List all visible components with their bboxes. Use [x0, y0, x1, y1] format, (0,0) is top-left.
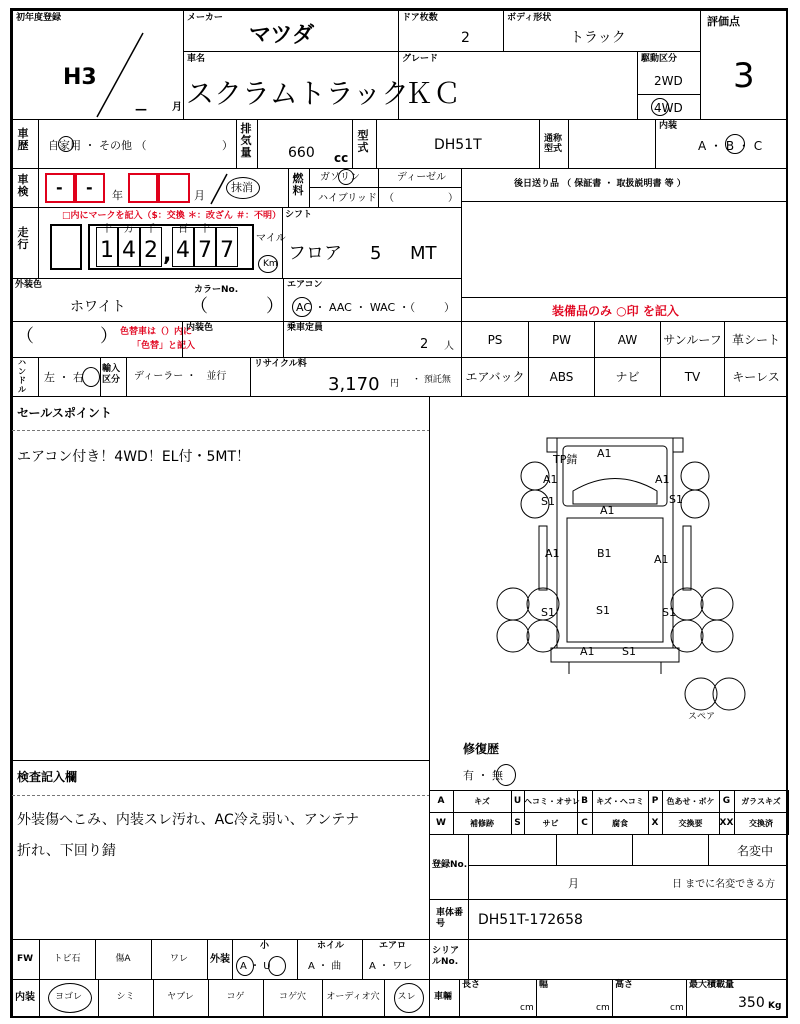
interior-item-label: ヤブレ — [167, 992, 194, 1002]
diagram-damage-label: A1 — [655, 473, 670, 486]
diagram-damage-label: A1 — [580, 645, 595, 658]
capacity-label: 乗車定員 — [287, 323, 324, 333]
small-value: A ・ U — [240, 961, 271, 972]
diagram-damage-label: A1 — [654, 553, 669, 566]
inspection-month-label: 月 — [194, 189, 205, 202]
wheel-label: ホイル — [317, 941, 345, 951]
fw-item-label: 傷A — [115, 954, 131, 964]
legend-desc: サビ — [542, 819, 559, 828]
registration-month: 月 — [568, 877, 579, 890]
registration-cell — [429, 834, 788, 900]
shift-mt: MT — [410, 243, 437, 264]
fw-label: FW — [17, 954, 34, 964]
body-cell — [503, 10, 701, 52]
inspection-dash-1: - — [56, 178, 63, 197]
common-model-label: 通称型式 — [544, 134, 563, 154]
legend-desc: キズ — [474, 797, 490, 806]
width-label: 幅 — [539, 980, 549, 990]
interior-item-label: コゲ穴 — [278, 992, 306, 1002]
equipment-item-label: TV — [684, 370, 701, 384]
import-label: 輸入区分 — [102, 364, 121, 385]
equipment-item-label: キーレス — [732, 370, 780, 384]
drive-4wd: 4WD — [654, 101, 683, 115]
color-no-open: （ — [190, 296, 208, 317]
length-unit: cm — [520, 1003, 534, 1013]
unit-juu: 十 — [200, 224, 210, 235]
exterior-small-label: 外装 — [210, 954, 230, 965]
fuel-hybrid-paren: （ — [384, 193, 394, 204]
diagram-damage-label: A1 — [543, 473, 558, 486]
handle-label: ハンドル — [18, 358, 26, 394]
diagram-damage-label: S1 — [541, 495, 555, 508]
spare-label: スペア — [688, 712, 716, 722]
interior-item-label: オーディオ穴 — [326, 992, 380, 1002]
wheel-value: A ・ 曲 — [308, 961, 342, 972]
repair-history-value: 有 ・ 無 — [463, 769, 503, 782]
diagram-damage-label: TP錆 — [553, 453, 578, 466]
mileage-comma: , — [163, 242, 172, 267]
fuel-label: 燃料 — [292, 172, 304, 197]
fw-item-label: トビ石 — [53, 954, 81, 964]
diagram-damage-label: S1 — [541, 606, 555, 619]
mileage-digit: 1 — [96, 227, 118, 267]
fuel-gasoline: ガソリン — [320, 172, 360, 183]
unit-man: 万 — [124, 224, 134, 235]
max-load-unit: Kg — [768, 1001, 782, 1011]
interior-grade-value: A ・ B ・ C — [698, 139, 763, 153]
fuel-hybrid-close: ） — [448, 193, 458, 204]
small-a-circle — [236, 956, 254, 976]
diagram-damage-label: S1 — [662, 606, 676, 619]
doors-cell — [398, 10, 504, 52]
equipment-item-label: ナビ — [615, 370, 640, 384]
aero-value: A ・ ワレ — [369, 961, 413, 972]
recycle-deposit: ・ 預託無 — [412, 375, 451, 385]
repair-history-none-circle — [496, 764, 516, 786]
width-unit: cm — [596, 1003, 610, 1013]
legend-desc: 交換済 — [749, 819, 773, 828]
legend-code: W — [436, 818, 446, 828]
score-cell — [700, 10, 788, 120]
inspection-month-box-1 — [128, 173, 158, 203]
legend-code: B — [581, 796, 588, 806]
inspection-notes-label: 検査記入欄 — [17, 770, 78, 784]
mileage-digit: 7 — [216, 227, 238, 267]
private-use-circle — [58, 136, 74, 152]
fuel-hybrid: ハイブリッド — [318, 193, 377, 204]
legend-code: S — [514, 818, 521, 828]
score-label: 評価点 — [707, 15, 740, 28]
mileage-label: 走行 — [17, 226, 29, 251]
name-change-label: 名変中 — [737, 844, 774, 858]
shift-number: 5 — [370, 243, 382, 264]
shift-label: シフト — [285, 210, 313, 220]
mileage-mile: マイル — [256, 233, 286, 244]
unit-10man: 十 — [102, 224, 112, 235]
inspection-expired-circle — [226, 177, 260, 199]
exterior-color-value: ホワイト — [70, 299, 126, 315]
diagram-damage-label: B1 — [597, 547, 612, 560]
equipment-item-label: エアバック — [465, 370, 525, 384]
color-no-label: カラーNo. — [194, 285, 239, 295]
diagram-damage-label: S1 — [622, 645, 636, 658]
recycle-value: 3,170 — [328, 374, 380, 395]
legend-desc: ガラスキズ — [741, 797, 781, 806]
color-no-close: ） — [266, 296, 284, 317]
model-label: 型式 — [357, 129, 369, 154]
legend-desc: 交換要 — [678, 819, 703, 828]
first-registration-label: 初年度登録 — [16, 13, 62, 23]
legend-code: X — [651, 818, 659, 828]
fuel-gasoline-circle — [338, 169, 354, 185]
color-change-note-2: 「色替」と記入 — [132, 341, 196, 351]
drive-4wd-circle — [651, 98, 669, 116]
legend-code: A — [437, 796, 445, 806]
history-close: ） — [222, 139, 233, 152]
auction-sheet — [10, 8, 788, 1018]
doors-value: 2 — [461, 30, 470, 46]
sales-point-text: エアコン付き！4WD！EL付・5MT！ — [17, 449, 251, 465]
diagram-damage-label: A1 — [597, 447, 612, 460]
interior-grade-label: 内装 — [659, 121, 678, 131]
legend-code: G — [722, 796, 731, 806]
mileage-km: Km — [263, 259, 278, 269]
height-label: 高さ — [615, 980, 634, 990]
mileage-digit: 2 — [140, 227, 162, 267]
first-registration-month-dash: — — [135, 102, 147, 116]
sales-point-label: セールスポイント — [17, 406, 112, 420]
equipment-item-label: 革シート — [731, 332, 780, 347]
interior-item-label: スレ — [397, 992, 416, 1002]
legend-code: C — [581, 818, 588, 828]
diagram-damage-label: A1 — [600, 504, 615, 517]
registration-label: 登録No. — [432, 860, 468, 870]
interior-item-label: シミ — [116, 992, 135, 1002]
mileage-mark-box — [50, 224, 82, 270]
drive-2wd: 2WD — [654, 74, 683, 88]
maker-label: メーカー — [187, 13, 223, 23]
grade-value: ＫＣ — [405, 77, 462, 110]
diagram-damage-label: S1 — [596, 604, 610, 617]
unit-ichi: 一 — [222, 224, 232, 235]
unit-sen: 千 — [146, 224, 156, 235]
registration-day-text: 日 までに名変できる方 — [672, 879, 776, 890]
body-value: トラック — [570, 30, 626, 46]
chassis-label: 車体番号 — [436, 908, 464, 929]
equipment-item-label: PW — [551, 332, 572, 347]
legend-desc: 腐食 — [612, 819, 628, 828]
fw-item-label: ワレ — [169, 954, 188, 964]
ac-close: ） — [444, 301, 455, 314]
mileage-digit: 7 — [194, 227, 216, 267]
legend-desc: ヘコミ・オサレ — [524, 797, 580, 806]
capacity-value: 2 — [420, 337, 429, 352]
inspection-dash-2: - — [86, 178, 93, 197]
legend-desc: 補修跡 — [470, 819, 494, 828]
interior-grade-b-circle — [725, 134, 745, 154]
handle-value: 左 ・ 右 — [44, 371, 84, 384]
interior-damage-label: 内装 — [15, 992, 35, 1003]
equipment-item-label: ABS — [549, 370, 574, 384]
chassis-value: DH51T-172658 — [478, 912, 583, 928]
car-name-label: 車名 — [187, 54, 206, 64]
car-name-cell — [183, 51, 410, 120]
legend-code: P — [651, 796, 659, 806]
max-load-value: 350 — [738, 995, 765, 1011]
maker-cell — [183, 10, 399, 52]
mileage-note: □内にマークを記入（$：交換 ＊：改ざん ＃：不明） — [62, 211, 282, 221]
interior-color-label: 内装色 — [186, 323, 214, 333]
ac-circle — [292, 297, 312, 317]
fuel-diesel: ディーゼル — [397, 172, 446, 183]
score-value: 3 — [733, 56, 755, 96]
color-change-close: ） — [100, 326, 118, 347]
handle-right-circle — [82, 367, 100, 387]
capacity-unit: 人 — [444, 341, 454, 352]
drive-label: 駆動区分 — [641, 54, 678, 64]
legend-code: XX — [719, 818, 734, 828]
ac-label: エアコン — [287, 280, 323, 290]
later-items-label: 後日送り品 （ 保証書 ・ 取扱説明書 等 ） — [514, 179, 686, 189]
shift-type: フロア — [288, 243, 342, 264]
drive-cell — [637, 51, 701, 120]
first-registration-month-label: 月 — [172, 102, 182, 113]
diagram-damage-label: S1 — [669, 493, 683, 506]
equipment-item-label: PS — [487, 332, 503, 347]
height-unit: cm — [670, 1003, 684, 1013]
history-value: 自家用 ・ その他 （ — [48, 139, 147, 152]
recycle-yen: 円 — [390, 379, 400, 389]
recycle-label: リサイクル料 — [254, 359, 307, 369]
max-load-label: 最大積載量 — [689, 980, 735, 990]
cc-unit: cc — [334, 151, 349, 165]
inspection-notes-line-1: 外装傷へこみ、内装スレ汚れ、AC冷え弱い、アンテナ — [17, 812, 360, 828]
displacement-value: 660 — [288, 145, 315, 161]
inspection-year-label: 年 — [112, 189, 123, 202]
inspection-expired: 抹消 — [231, 181, 253, 194]
interior-item-label: コゲ — [226, 992, 245, 1002]
equipment-item-label: サンルーフ — [663, 332, 722, 347]
repair-history-label: 修復歴 — [463, 742, 500, 756]
exterior-color-cell — [12, 278, 284, 322]
inspection-month-box-2 — [158, 173, 190, 203]
color-change-open: （ — [16, 326, 34, 347]
unit-hyaku: 百 — [178, 224, 188, 235]
color-change-note-1: 色替車は（）内に — [120, 327, 193, 337]
legend-desc: キズ・ヘコミ — [596, 797, 644, 806]
inspection-notes-line-2: 折れ、下回り錆 — [17, 843, 116, 859]
mileage-km-circle — [258, 255, 278, 273]
length-label: 長さ — [462, 980, 481, 990]
legend-desc: 色あせ・ボケ — [666, 797, 715, 806]
ac-value: AC ・ AAC ・ WAC ・（ — [296, 301, 416, 314]
body-label: ボディ形状 — [507, 13, 552, 23]
first-registration-year: H3 — [63, 65, 97, 90]
equipment-item-label: AW — [617, 332, 638, 347]
model-value: DH51T — [434, 137, 482, 153]
interior-item-label: ヨゴレ — [54, 992, 82, 1002]
import-value: ディーラー ・ 並行 — [134, 371, 227, 382]
dims-label: 車輛 — [434, 992, 453, 1002]
legend-code: U — [513, 796, 522, 806]
small-label: 小 — [260, 941, 270, 951]
maker-value: マツダ — [249, 23, 315, 48]
mileage-digit: 4 — [172, 227, 194, 267]
displacement-label: 排気量 — [240, 122, 252, 159]
history-label: 車歴 — [17, 127, 29, 152]
first-registration-cell — [12, 10, 184, 120]
serial-label: シリアルNo. — [432, 946, 460, 967]
inspection-label: 車検 — [17, 173, 29, 198]
small-u-circle — [268, 956, 286, 976]
car-name-value: スクラムトラック — [186, 77, 410, 110]
mileage-digit: 4 — [118, 227, 140, 267]
diagram-damage-label: A1 — [545, 547, 560, 560]
aero-label: エアロ — [379, 941, 407, 951]
grade-cell — [398, 51, 638, 120]
doors-label: ドア枚数 — [402, 13, 438, 23]
grade-label: グレード — [402, 54, 439, 64]
exterior-color-label: 外装色 — [15, 280, 43, 290]
equipment-title: 装備品のみ ○印 を記入 — [552, 304, 679, 318]
